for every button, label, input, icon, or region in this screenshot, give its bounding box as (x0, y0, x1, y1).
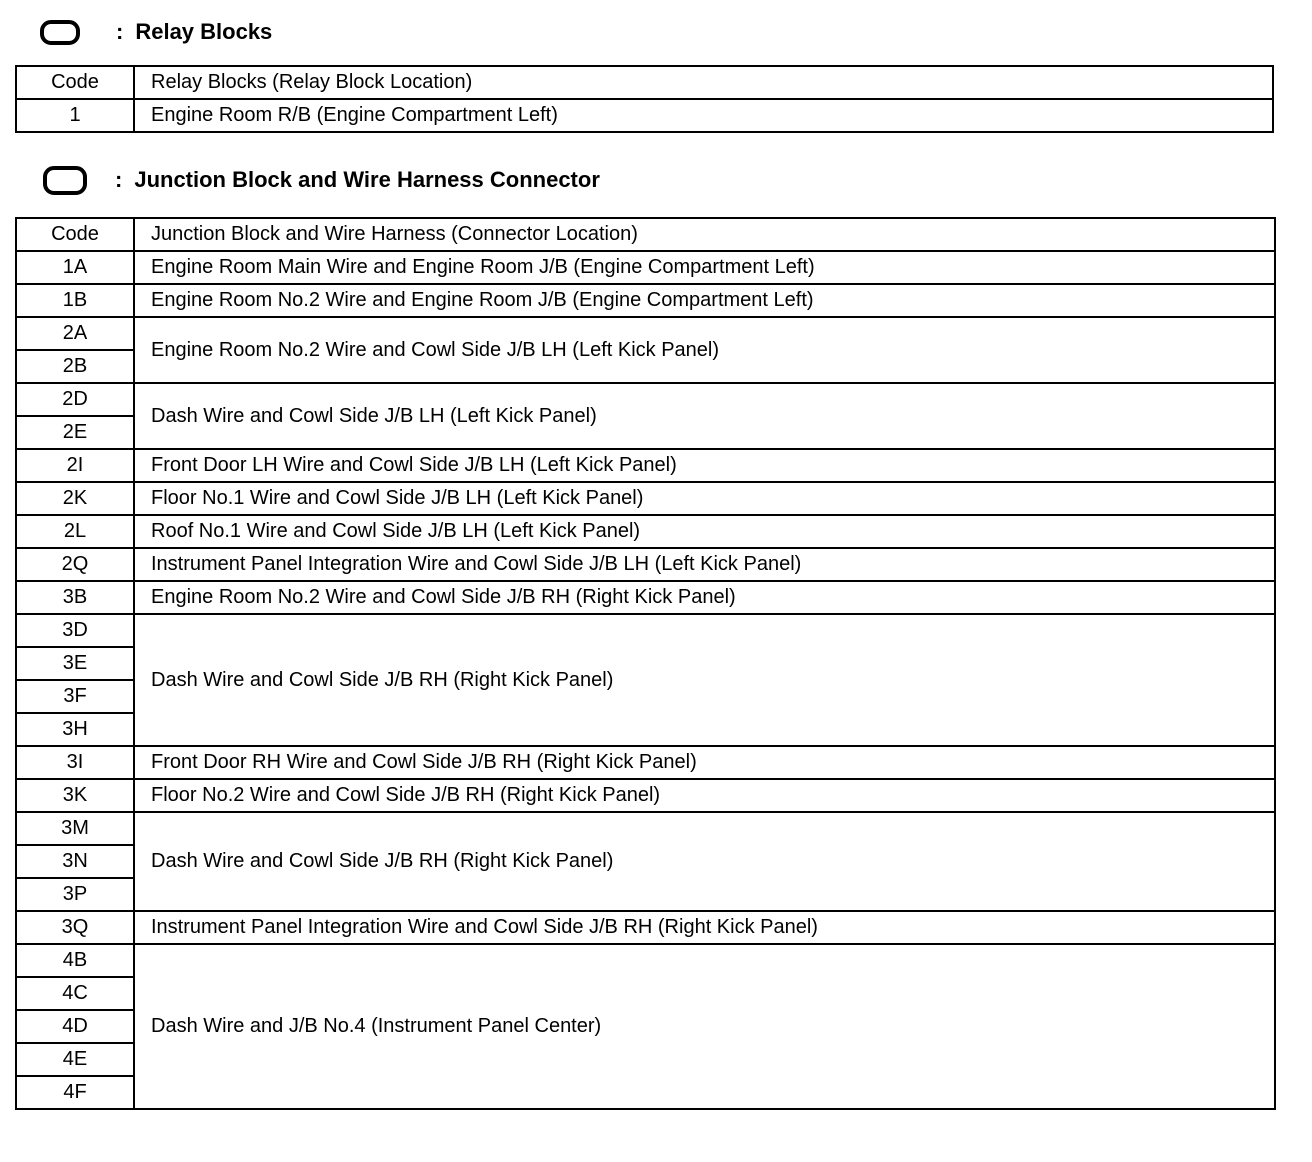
location-cell: Front Door RH Wire and Cowl Side J/B RH (Right Kick Panel) (134, 746, 1275, 779)
junction-block-heading (40, 163, 600, 197)
code-cell: 3F (16, 680, 134, 713)
location-cell: Dash Wire and Cowl Side J/B RH (Right Kick Panel) (134, 812, 1275, 911)
table-row (16, 812, 1275, 845)
table-row (16, 482, 1275, 515)
junction-block-title: Junction Block and Wire Harness Connector (134, 167, 600, 192)
code-cell: 1 (16, 99, 134, 132)
location-cell: Engine Room No.2 Wire and Cowl Side J/B LH (Left Kick Panel) (134, 317, 1275, 383)
code-cell: 3P (16, 878, 134, 911)
table-row (16, 251, 1275, 284)
code-cell: 2L (16, 515, 134, 548)
location-cell: Floor No.2 Wire and Cowl Side J/B RH (Right Kick Panel) (134, 779, 1275, 812)
code-cell: 2D (16, 383, 134, 416)
location-column-header: Relay Blocks (Relay Block Location) (134, 66, 1273, 99)
table-row (16, 99, 1273, 132)
relay-heading-colon: : (116, 19, 124, 44)
location-cell: Dash Wire and Cowl Side J/B LH (Left Kick Panel) (134, 383, 1275, 449)
code-cell: 3H (16, 713, 134, 746)
code-cell: 2I (16, 449, 134, 482)
table-row (16, 383, 1275, 416)
junction-block-symbol-icon (43, 166, 87, 195)
relay-blocks-table (15, 65, 1274, 133)
code-cell: 3D (16, 614, 134, 647)
table-row (16, 614, 1275, 647)
code-cell: 3M (16, 812, 134, 845)
code-cell: 1B (16, 284, 134, 317)
table-row (16, 317, 1275, 350)
relay-blocks-heading (40, 15, 272, 49)
code-cell: 4B (16, 944, 134, 977)
code-cell: 2A (16, 317, 134, 350)
table-row (16, 746, 1275, 779)
table-row (16, 779, 1275, 812)
junction-block-table (15, 217, 1276, 1110)
relay-block-symbol-icon (40, 20, 80, 45)
code-cell: 4C (16, 977, 134, 1010)
table-header-row (16, 218, 1275, 251)
code-column-header: Code (16, 218, 134, 251)
table-header-row (16, 66, 1273, 99)
table-row (16, 449, 1275, 482)
location-column-header: Junction Block and Wire Harness (Connector Location) (134, 218, 1275, 251)
code-cell: 2Q (16, 548, 134, 581)
code-cell: 3N (16, 845, 134, 878)
location-cell: Engine Room Main Wire and Engine Room J/B (Engine Compartment Left) (134, 251, 1275, 284)
location-cell: Engine Room No.2 Wire and Cowl Side J/B RH (Right Kick Panel) (134, 581, 1275, 614)
code-cell: 3B (16, 581, 134, 614)
location-cell: Instrument Panel Integration Wire and Cowl Side J/B LH (Left Kick Panel) (134, 548, 1275, 581)
table-row (16, 581, 1275, 614)
code-cell: 3Q (16, 911, 134, 944)
location-cell: Floor No.1 Wire and Cowl Side J/B LH (Left Kick Panel) (134, 482, 1275, 515)
code-cell: 2E (16, 416, 134, 449)
junction-heading-colon: : (115, 167, 123, 192)
location-cell: Engine Room R/B (Engine Compartment Left) (134, 99, 1273, 132)
location-cell: Dash Wire and Cowl Side J/B RH (Right Kick Panel) (134, 614, 1275, 746)
table-row (16, 911, 1275, 944)
table-row (16, 284, 1275, 317)
code-cell: 1A (16, 251, 134, 284)
code-column-header: Code (16, 66, 134, 99)
table-row (16, 515, 1275, 548)
relay-blocks-title: Relay Blocks (135, 19, 273, 44)
location-cell: Instrument Panel Integration Wire and Cowl Side J/B RH (Right Kick Panel) (134, 911, 1275, 944)
location-cell: Dash Wire and J/B No.4 (Instrument Panel Center) (134, 944, 1275, 1109)
code-cell: 2K (16, 482, 134, 515)
code-cell: 3E (16, 647, 134, 680)
code-cell: 4D (16, 1010, 134, 1043)
code-cell: 4E (16, 1043, 134, 1076)
code-cell: 4F (16, 1076, 134, 1109)
code-cell: 2B (16, 350, 134, 383)
code-cell: 3K (16, 779, 134, 812)
table-row (16, 548, 1275, 581)
location-cell: Front Door LH Wire and Cowl Side J/B LH (Left Kick Panel) (134, 449, 1275, 482)
location-cell: Engine Room No.2 Wire and Engine Room J/B (Engine Compartment Left) (134, 284, 1275, 317)
table-row (16, 944, 1275, 977)
location-cell: Roof No.1 Wire and Cowl Side J/B LH (Left Kick Panel) (134, 515, 1275, 548)
code-cell: 3I (16, 746, 134, 779)
